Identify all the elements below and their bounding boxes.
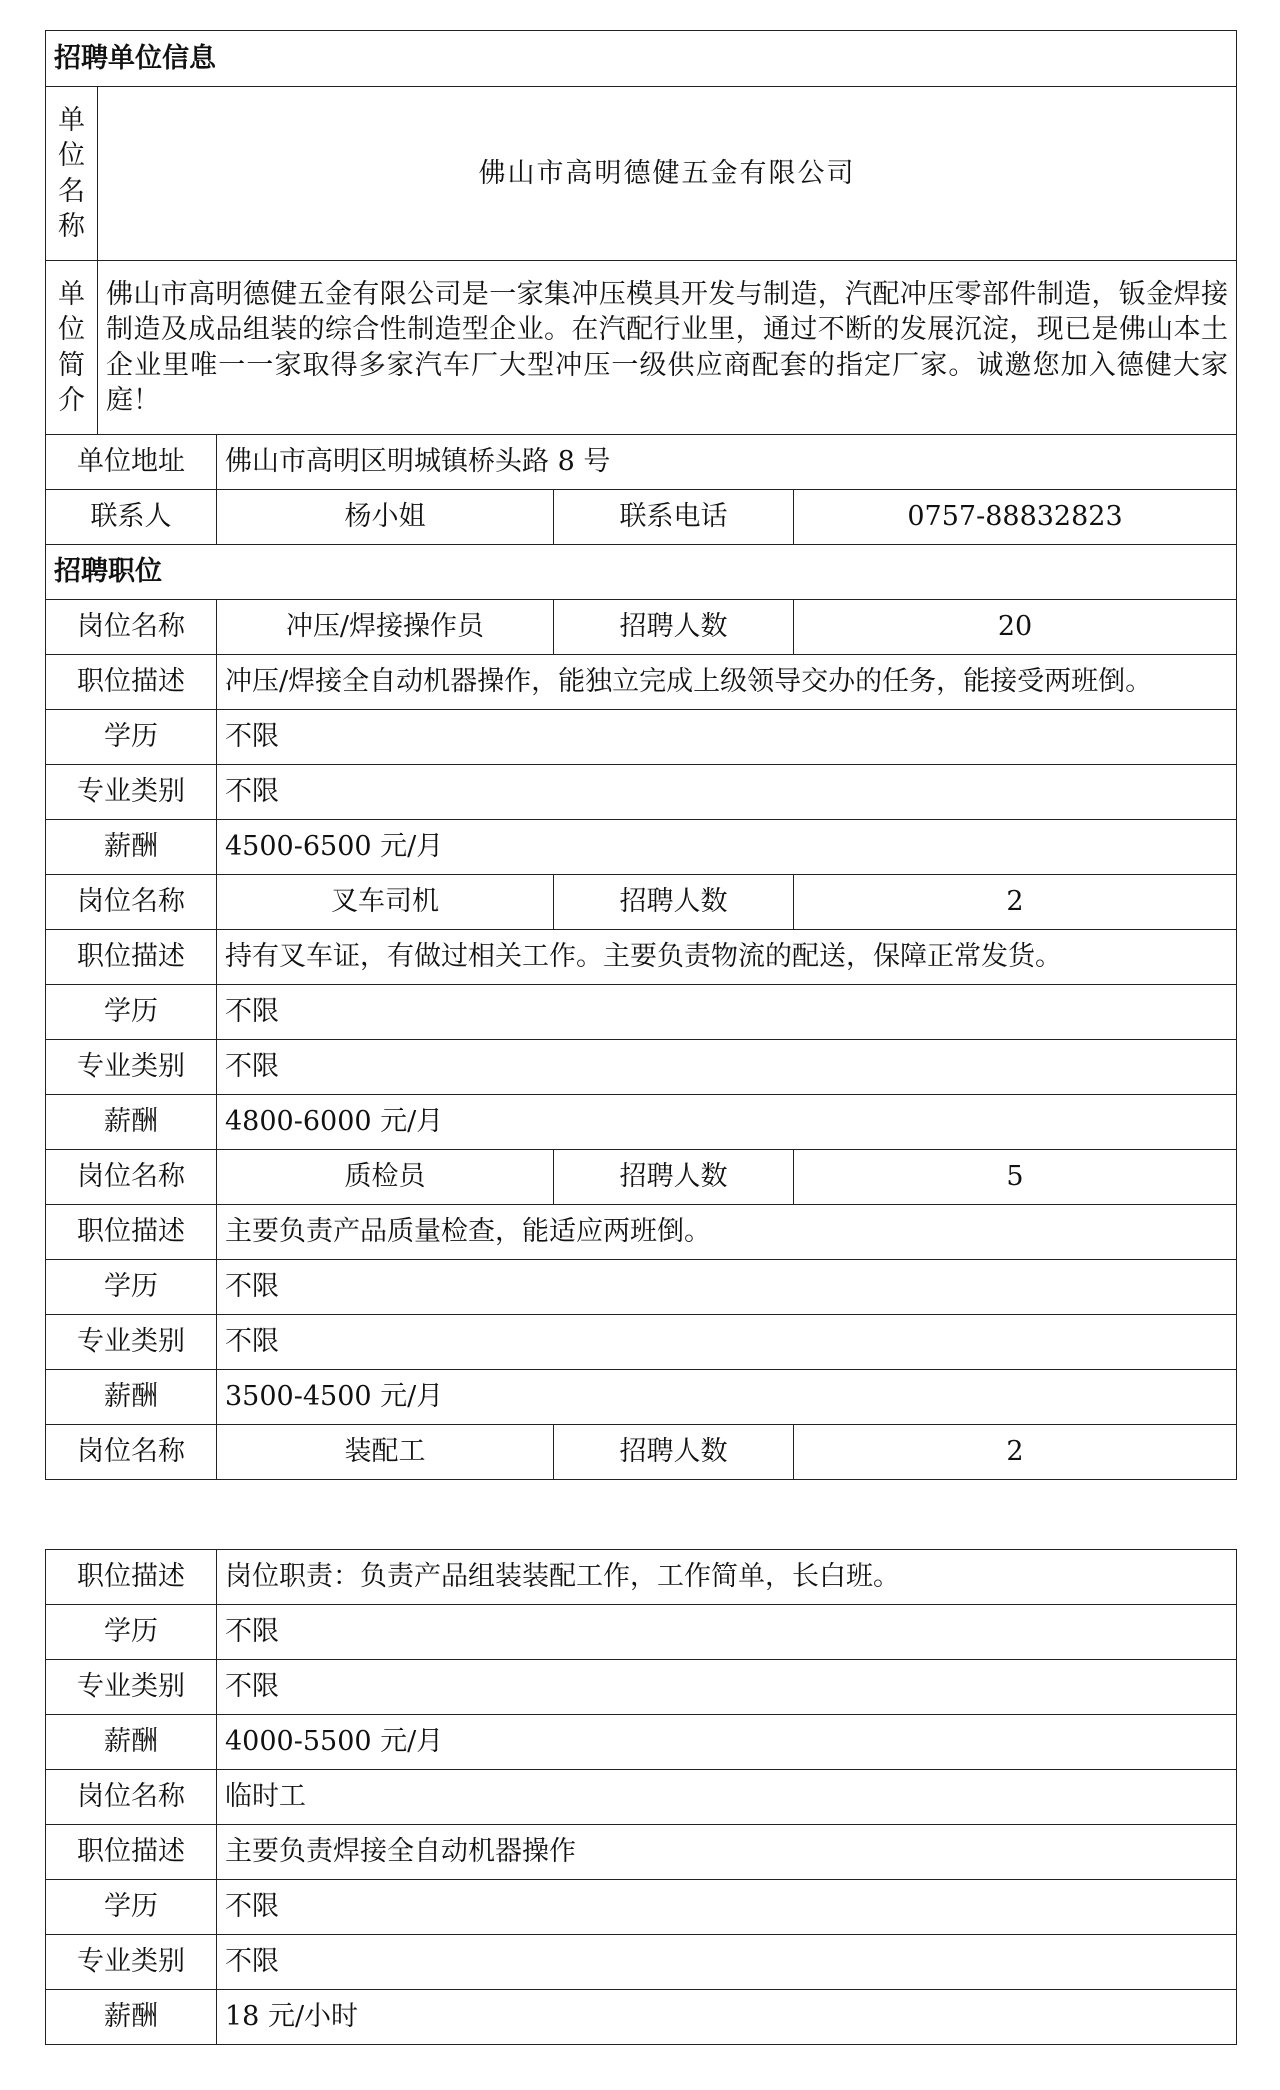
- job-desc: 主要负责焊接全自动机器操作: [217, 1825, 1237, 1880]
- job-edu-label: 学历: [46, 1880, 217, 1935]
- job-edu-label: 学历: [46, 710, 217, 765]
- headcount-label: 招聘人数: [554, 600, 794, 655]
- job-desc: 岗位职责：负责产品组装装配工作，工作简单，长白班。: [217, 1550, 1237, 1605]
- job-major: 不限: [217, 1660, 1237, 1715]
- job-edu: 不限: [217, 1880, 1237, 1935]
- job-major-label: 专业类别: [46, 1315, 217, 1370]
- job-major-label: 专业类别: [46, 1040, 217, 1095]
- job-salary-label: 薪酬: [46, 1370, 217, 1425]
- job-title-label: 岗位名称: [46, 1150, 217, 1205]
- job-headcount: 20: [794, 600, 1237, 655]
- job-salary: 4000-5500 元/月: [217, 1715, 1237, 1770]
- job-title-label: 岗位名称: [46, 875, 217, 930]
- headcount-label: 招聘人数: [554, 1150, 794, 1205]
- job-desc-label: 职位描述: [46, 1550, 217, 1605]
- job-row: [46, 1425, 1237, 1480]
- job-desc-label: 职位描述: [46, 655, 217, 710]
- job-edu-label: 学历: [46, 985, 217, 1040]
- job-major: 不限: [217, 765, 1237, 820]
- job-major-label: 专业类别: [46, 1935, 217, 1990]
- job-edu-label: 学历: [46, 1260, 217, 1315]
- contact-person: 杨小姐: [217, 490, 554, 545]
- job-salary-label: 薪酬: [46, 1095, 217, 1150]
- job-row: [46, 600, 1237, 655]
- job-title-label: 岗位名称: [46, 1425, 217, 1480]
- job-edu: 不限: [217, 710, 1237, 765]
- phone-label: 联系电话: [554, 490, 794, 545]
- job-title-label: 岗位名称: [46, 600, 217, 655]
- job-edu: 不限: [217, 985, 1237, 1040]
- headcount-label: 招聘人数: [554, 875, 794, 930]
- job-salary-label: 薪酬: [46, 1715, 217, 1770]
- job-salary: 4800-6000 元/月: [217, 1095, 1237, 1150]
- job-salary: 18 元/小时: [217, 1990, 1237, 2045]
- contact-label: 联系人: [46, 490, 217, 545]
- job-headcount: 2: [794, 1425, 1237, 1480]
- job-major: 不限: [217, 1040, 1237, 1095]
- job-row: [46, 875, 1237, 930]
- job-headcount: 2: [794, 875, 1237, 930]
- job-title: 装配工: [217, 1425, 554, 1480]
- job-title-label: 岗位名称: [46, 1770, 217, 1825]
- job-desc: 冲压/焊接全自动机器操作，能独立完成上级领导交办的任务，能接受两班倒。: [217, 655, 1237, 710]
- job-major-label: 专业类别: [46, 765, 217, 820]
- job-row: [46, 1150, 1237, 1205]
- address-label: 单位地址: [46, 435, 217, 490]
- job-title: 质检员: [217, 1150, 554, 1205]
- job-row: [46, 1770, 1237, 1825]
- job-desc-label: 职位描述: [46, 930, 217, 985]
- section-company-title: 招聘单位信息: [46, 31, 1237, 87]
- headcount-label: 招聘人数: [554, 1425, 794, 1480]
- section-jobs-title: 招聘职位: [46, 545, 1237, 600]
- company-name: 佛山市高明德健五金有限公司: [98, 87, 1237, 261]
- recruitment-table-page2: [45, 1549, 1237, 2045]
- job-title: 叉车司机: [217, 875, 554, 930]
- job-desc: 主要负责产品质量检查，能适应两班倒。: [217, 1205, 1237, 1260]
- company-intro: 佛山市高明德健五金有限公司是一家集冲压模具开发与制造，汽配冲压零部件制造，钣金焊接制造及成品组装的综合性制造型企业。在汽配行业里，通过不断的发展沉淀，现已是佛山本土企业里唯一一家取得多家汽车厂大型冲压一级供应商配套的指定厂家。诚邀您加入德健大家庭！: [98, 261, 1237, 435]
- job-headcount: 5: [794, 1150, 1237, 1205]
- company-address: 佛山市高明区明城镇桥头路 8 号: [217, 435, 1237, 490]
- job-major-label: 专业类别: [46, 1660, 217, 1715]
- recruitment-table-page1: [45, 30, 1237, 1480]
- company-name-label: 单 位 名 称: [46, 87, 98, 261]
- job-salary: 4500-6500 元/月: [217, 820, 1237, 875]
- job-edu-label: 学历: [46, 1605, 217, 1660]
- contact-phone: 0757-88832823: [794, 490, 1237, 545]
- job-title: 临时工: [217, 1770, 1237, 1825]
- job-major: 不限: [217, 1315, 1237, 1370]
- job-desc: 持有叉车证，有做过相关工作。主要负责物流的配送，保障正常发货。: [217, 930, 1237, 985]
- job-salary-label: 薪酬: [46, 1990, 217, 2045]
- job-title: 冲压/焊接操作员: [217, 600, 554, 655]
- job-salary: 3500-4500 元/月: [217, 1370, 1237, 1425]
- job-desc-label: 职位描述: [46, 1825, 217, 1880]
- job-edu: 不限: [217, 1605, 1237, 1660]
- job-salary-label: 薪酬: [46, 820, 217, 875]
- job-edu: 不限: [217, 1260, 1237, 1315]
- job-desc-label: 职位描述: [46, 1205, 217, 1260]
- company-intro-label: 单 位 简 介: [46, 261, 98, 435]
- job-major: 不限: [217, 1935, 1237, 1990]
